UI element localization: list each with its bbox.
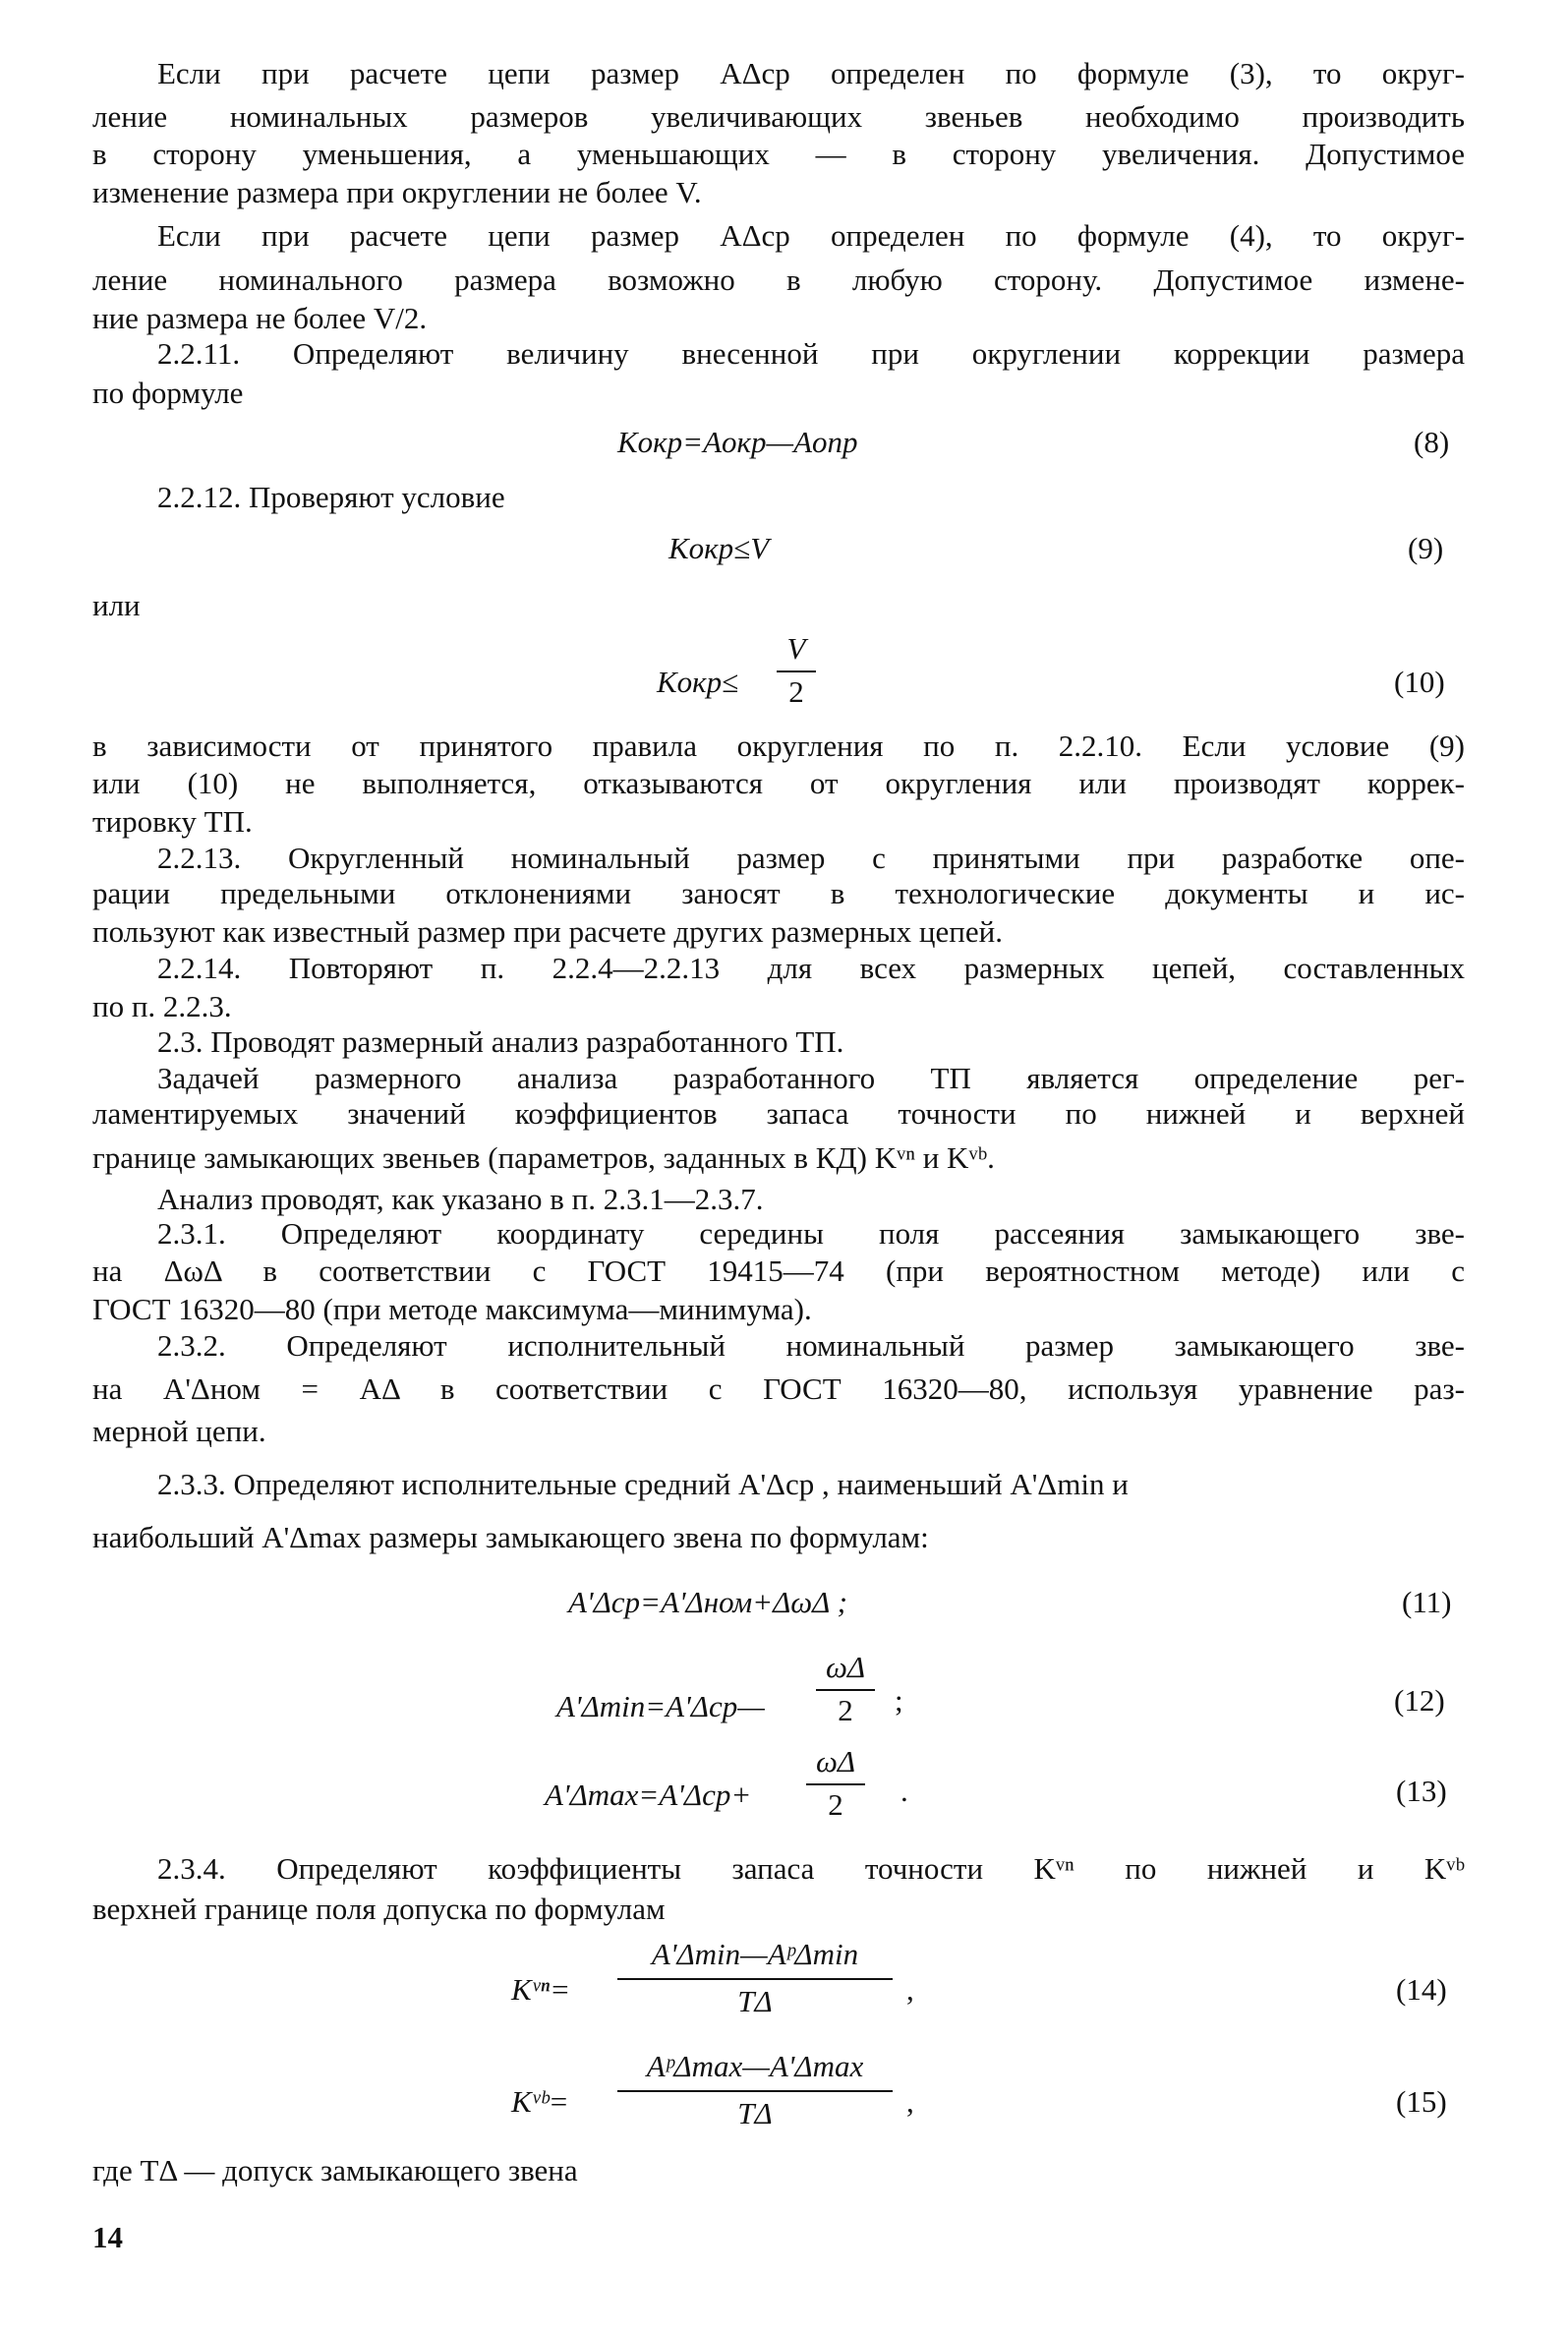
equation-left: Kᵛⁿ=	[511, 1972, 571, 2007]
equation-denominator: TΔ	[737, 1984, 773, 2018]
fraction-bar	[617, 2090, 893, 2092]
equation-number: (15)	[1396, 2084, 1447, 2119]
text-line: мерной цепи.	[92, 1414, 266, 1448]
equation-tail: ;	[895, 1683, 903, 1718]
equation-number: (8)	[1414, 425, 1450, 459]
text-line: верхней границе поля допуска по формулам	[92, 1892, 666, 1926]
text-line: ление номинального размера возможно в любую сторону. Допустимое измене-	[92, 262, 1465, 297]
text-line: 2.2.12. Проверяют условие	[157, 480, 505, 514]
text-line: ление номинальных размеров увеличивающих звеньев необходимо производить	[92, 99, 1465, 134]
equation-tail: ,	[906, 2084, 914, 2119]
text-line: 2.2.14. Повторяют п. 2.2.4—2.2.13 для всех размерных цепей, составленных	[157, 951, 1465, 985]
text-line: тировку ТП.	[92, 804, 253, 839]
text-line: ние размера не более V/2.	[92, 301, 428, 335]
text-line: Задачей размерного анализа разработанного ТП является определение рег-	[157, 1061, 1465, 1095]
text-line: Если при расчете цепи размер AΔср определен по формуле (4), то округ-	[157, 218, 1465, 253]
equation-number: (12)	[1394, 1683, 1445, 1718]
equation-left: A'Δmax=A'Δср+	[545, 1778, 752, 1812]
text-line: пользуют как известный размер при расчете других размерных цепей.	[92, 914, 1003, 949]
text-line: 2.3.2. Определяют исполнительный номинальный размер замыкающего зве-	[157, 1328, 1465, 1363]
equation-tail: .	[900, 1774, 908, 1808]
text-line: на A'Δном = AΔ в соответствии с ГОСТ 16320—80, используя уравнение раз-	[92, 1371, 1465, 1406]
text-line: 2.3.1. Определяют координату середины поля рассеяния замыкающего зве-	[157, 1216, 1465, 1251]
equation-number: (13)	[1396, 1774, 1447, 1808]
text-line: ГОСТ 16320—80 (при методе максимума—минимума).	[92, 1292, 812, 1326]
fraction-bar	[816, 1689, 875, 1691]
fraction-bar	[617, 1978, 893, 1980]
text-line: Если при расчете цепи размер AΔср определен по формуле (3), то округ-	[157, 56, 1465, 90]
text-line: Анализ проводят, как указано в п. 2.3.1—2.3.7.	[157, 1182, 764, 1216]
text-line: где TΔ — допуск замыкающего звена	[92, 2153, 578, 2187]
equation-number: (9)	[1408, 531, 1444, 565]
text-line: в зависимости от принятого правила округления по п. 2.2.10. Если условие (9)	[92, 729, 1465, 763]
text-line: по формуле	[92, 376, 244, 410]
equation-number: (14)	[1396, 1972, 1447, 2007]
equation-numerator: V	[786, 631, 806, 666]
text-line: 2.3.4. Определяют коэффициенты запаса точности Kᵛⁿ по нижней и Kᵛᵇ	[157, 1851, 1465, 1886]
text-line: на ΔωΔ в соответствии с ГОСТ 19415—74 (при вероятностном методе) или с	[92, 1253, 1465, 1288]
text-line: в сторону уменьшения, а уменьшающих — в сторону увеличения. Допустимое	[92, 137, 1465, 171]
equation-denominator: TΔ	[737, 2096, 773, 2130]
text-line: 2.3.3. Определяют исполнительные средний A'Δср , наименьший A'Δmin и	[157, 1467, 1129, 1501]
equation-numerator: AᵖΔmax—A'Δmax	[646, 2049, 864, 2083]
equation-number: (11)	[1402, 1585, 1452, 1619]
text-line: 2.2.13. Округленный номинальный размер с принятыми при разработке опе-	[157, 841, 1465, 875]
equation: A'Δср=A'Δном+ΔωΔ ;	[568, 1585, 847, 1619]
equation-denominator: 2	[828, 1787, 843, 1822]
page-number: 14	[92, 2220, 123, 2254]
equation-tail: ,	[906, 1972, 914, 2007]
equation-left: Kᵛᵇ=	[511, 2084, 569, 2119]
text-line: или (10) не выполняется, отказываются от округления или производят коррек-	[92, 766, 1465, 800]
text-line: 2.2.11. Определяют величину внесенной при округлении коррекции размера	[157, 336, 1465, 371]
equation: Kокр=Aокр—Aопр	[617, 425, 858, 459]
text-line: наибольший A'Δmax размеры замыкающего звена по формулам:	[92, 1520, 929, 1554]
text-line: ламентируемых значений коэффициентов запаса точности по нижней и верхней	[92, 1096, 1465, 1131]
equation-left: A'Δmin=A'Δср—	[556, 1689, 765, 1723]
equation-numerator: A'Δmin—AᵖΔmin	[651, 1937, 859, 1971]
text-line: границе замыкающих звеньев (параметров, заданных в КД) Kᵛⁿ и Kᵛᵇ.	[92, 1140, 995, 1175]
text-line: рации предельными отклонениями заносят в технологические документы и ис-	[92, 876, 1465, 910]
text-line: или	[92, 588, 141, 622]
equation-number: (10)	[1394, 665, 1445, 699]
equation: Kокр≤V	[668, 531, 770, 565]
text-line: по п. 2.2.3.	[92, 989, 232, 1023]
text-line: 2.3. Проводят размерный анализ разработанного ТП.	[157, 1024, 844, 1059]
fraction-bar	[806, 1783, 865, 1785]
fraction-bar	[777, 670, 816, 672]
text-line: изменение размера при округлении не более V.	[92, 175, 702, 209]
equation-numerator: ωΔ	[815, 1744, 856, 1778]
equation-numerator: ωΔ	[825, 1650, 866, 1684]
equation-denominator: 2	[788, 674, 804, 709]
equation-left: Kокр≤	[657, 665, 739, 699]
equation-denominator: 2	[838, 1693, 853, 1727]
